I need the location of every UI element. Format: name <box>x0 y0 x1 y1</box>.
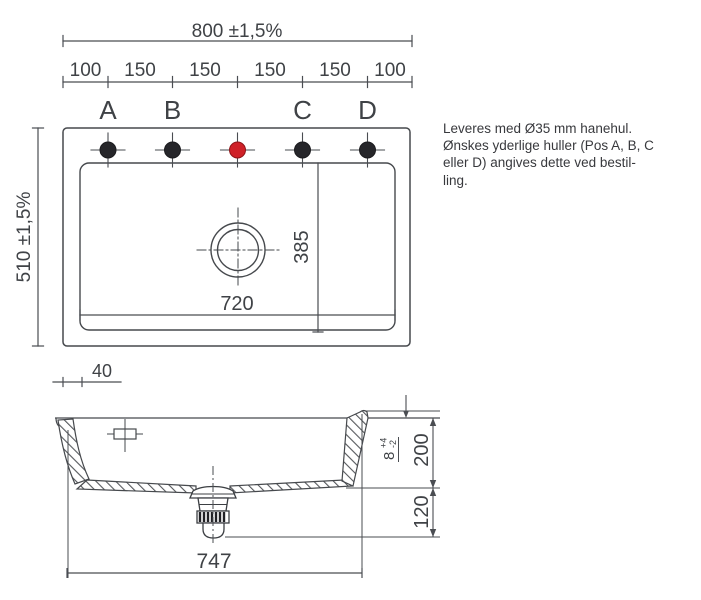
segment-label: 100 <box>374 60 406 81</box>
tap-hole <box>165 142 181 158</box>
rim-height-label: 8 <box>381 451 398 460</box>
arrow-down-icon <box>403 411 409 419</box>
right-wall-section <box>342 411 368 487</box>
segment-label: 150 <box>319 60 351 81</box>
tap-hole-red <box>230 142 246 158</box>
segment-label: 150 <box>189 60 221 81</box>
tap-hole <box>295 142 311 158</box>
total-width-label: 800 ±1,5% <box>191 21 283 42</box>
faucet-hole-section <box>107 419 143 452</box>
rim-height-tol-plus: +4 <box>378 437 389 448</box>
position-label-b: B <box>163 95 182 125</box>
total-height-label: 510 ±1,5% <box>14 191 35 283</box>
position-label-d: D <box>358 95 377 125</box>
base-width-label: 747 <box>196 550 232 573</box>
arrow-up-icon <box>430 488 436 496</box>
tap-hole <box>100 142 116 158</box>
bowl-depth-label: 385 <box>291 230 313 264</box>
top-view <box>14 21 412 387</box>
position-label-a: A <box>99 95 117 125</box>
segment-label: 100 <box>69 60 102 81</box>
section-view <box>55 395 440 578</box>
tap-hole <box>360 142 376 158</box>
drain-locknut-ribs <box>200 512 224 522</box>
arrow-down-icon <box>430 480 436 488</box>
position-label-c: C <box>293 95 312 125</box>
bowl-floor-right-section <box>230 480 352 493</box>
note-line: ling. <box>443 172 468 188</box>
dimension-rim-height <box>379 395 410 462</box>
dimension-segments <box>63 77 412 88</box>
depth-label: 200 <box>411 433 433 467</box>
rim-height-tol-minus: -2 <box>388 439 398 448</box>
rim-offset-label: 40 <box>91 361 113 381</box>
trap-height-label: 120 <box>411 495 433 529</box>
product-note <box>443 120 673 189</box>
bowl-width-label: 720 <box>220 293 254 315</box>
arrow-down-icon <box>430 529 436 537</box>
segment-label: 150 <box>124 60 156 81</box>
note-line: Leveres med Ø35 mm hanehul. <box>443 121 633 136</box>
arrow-up-icon <box>430 418 436 426</box>
dimension-trap-height <box>411 488 436 537</box>
dimension-depth <box>411 418 436 488</box>
bowl-floor-left-section <box>77 480 196 493</box>
segment-label: 150 <box>254 60 286 81</box>
left-wall-section <box>58 419 89 484</box>
note-line: eller D) angives dette ved bestil- <box>443 155 636 171</box>
note-line: Ønskes yderlige huller (Pos A, B, C <box>443 138 654 154</box>
drain-assembly <box>190 466 236 545</box>
